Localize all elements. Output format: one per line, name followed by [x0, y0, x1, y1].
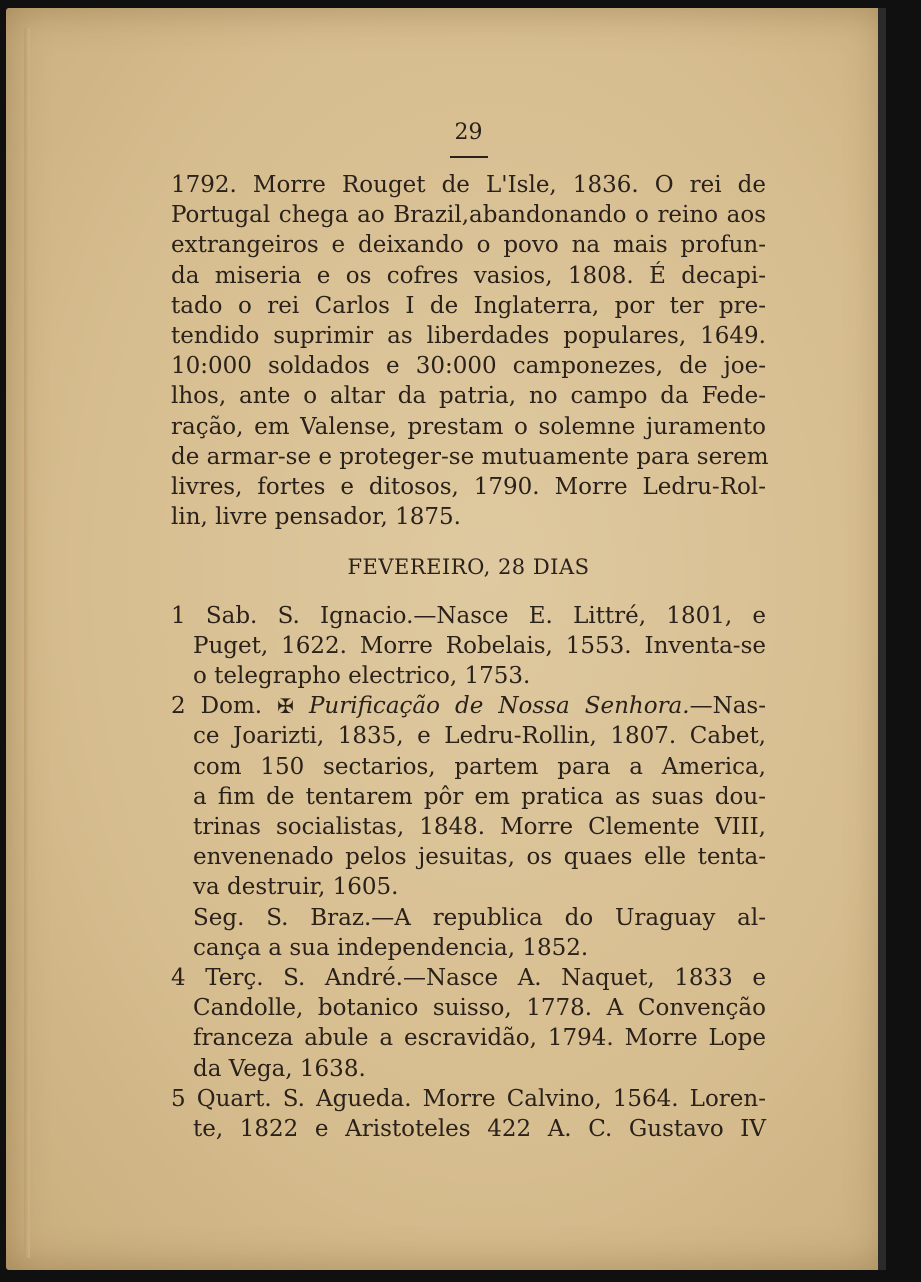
entry-2 [171, 691, 766, 902]
entry-4 [171, 963, 766, 1084]
text-line: tado o rei Carlos I de Inglaterra, por ter pre- [171, 292, 766, 319]
text-line: Candolle, botanico suisso, 1778. A Convenção [193, 995, 766, 1022]
text-line: 1792. Morre Rouget de L'Isle, 1836. O rei de [171, 172, 766, 198]
page-edge [878, 8, 886, 1270]
entry-1 [171, 601, 766, 692]
text-line: de armar-se e proteger-se mutuamente para serem [171, 443, 769, 470]
text-line: 4 Terç. S. André.—Nasce A. Naquet, 1833 e [171, 965, 766, 992]
text-line: lin, livre pensador, 1875. [171, 504, 461, 531]
page-number: 29 [454, 120, 483, 145]
text-line: o telegrapho electrico, 1753. [193, 663, 531, 690]
text-line: 10:000 soldados e 30:000 camponezes, de joe- [171, 353, 766, 380]
text-line: da miseria e os cofres vasios, 1808. É decapi- [171, 262, 766, 289]
entry-3 [171, 903, 766, 963]
feast-name: Purificação de Nossa Senhora. [308, 693, 690, 720]
entry-day: 2 Dom. [171, 693, 263, 720]
page-gutter [24, 28, 30, 1258]
text-line: Puget, 1622. Morre Robelais, 1553. Inventa-se [193, 632, 766, 659]
intro-paragraph [171, 170, 769, 532]
text-line: livres, fortes e ditosos, 1790. Morre Ledru-Rol- [171, 474, 766, 501]
cross-icon: ✠ [277, 694, 294, 719]
text-line: lhos, ante o altar da patria, no campo da Fede- [171, 383, 766, 410]
text-fragment: —Nas- [689, 693, 767, 720]
text-line: va destruir, 1605. [193, 874, 399, 901]
text-line: tendido suprimir as liberdades populares, 1649. [171, 323, 766, 350]
text-line: Portugal chega ao Brazil,abandonando o reino aos [171, 202, 766, 229]
section-heading: FEVEREIRO, 28 DIAS [347, 555, 590, 580]
text-line: ce Joarizti, 1835, e Ledru-Rollin, 1807. Cabet, [193, 723, 766, 750]
text-line: a fim de tentarem pôr em pratica as suas dou- [193, 783, 766, 810]
text-line: da Vega, 1638. [193, 1055, 366, 1082]
entry-5 [171, 1084, 766, 1144]
text-line: cança a sua independencia, 1852. [193, 934, 589, 961]
text-line: 1 Sab. S. Ignacio.—Nasce E. Littré, 1801, e [171, 602, 766, 629]
text-line: com 150 sectarios, partem para a America, [193, 753, 766, 780]
text-line [171, 691, 766, 721]
page-text [171, 118, 769, 1144]
text-line: extrangeiros e deixando o povo na mais profun- [171, 232, 766, 259]
text-line: te, 1822 e Aristoteles 422 A. C. Gustavo IV [193, 1116, 766, 1143]
text-line: franceza abule a escravidão, 1794. Morre Lope [193, 1025, 766, 1052]
header-rule [450, 156, 488, 158]
text-line: 5 Quart. S. Agueda. Morre Calvino, 1564. Loren- [171, 1085, 766, 1112]
text-line: Seg. S. Braz.—A republica do Uraguay al- [193, 904, 766, 931]
book-page [6, 8, 886, 1270]
text-line: ração, em Valense, prestam o solemne juramento [171, 413, 766, 440]
text-line: envenenado pelos jesuitas, os quaes elle tenta- [193, 844, 766, 871]
text-line: trinas socialistas, 1848. Morre Clemente VIII, [193, 814, 766, 841]
